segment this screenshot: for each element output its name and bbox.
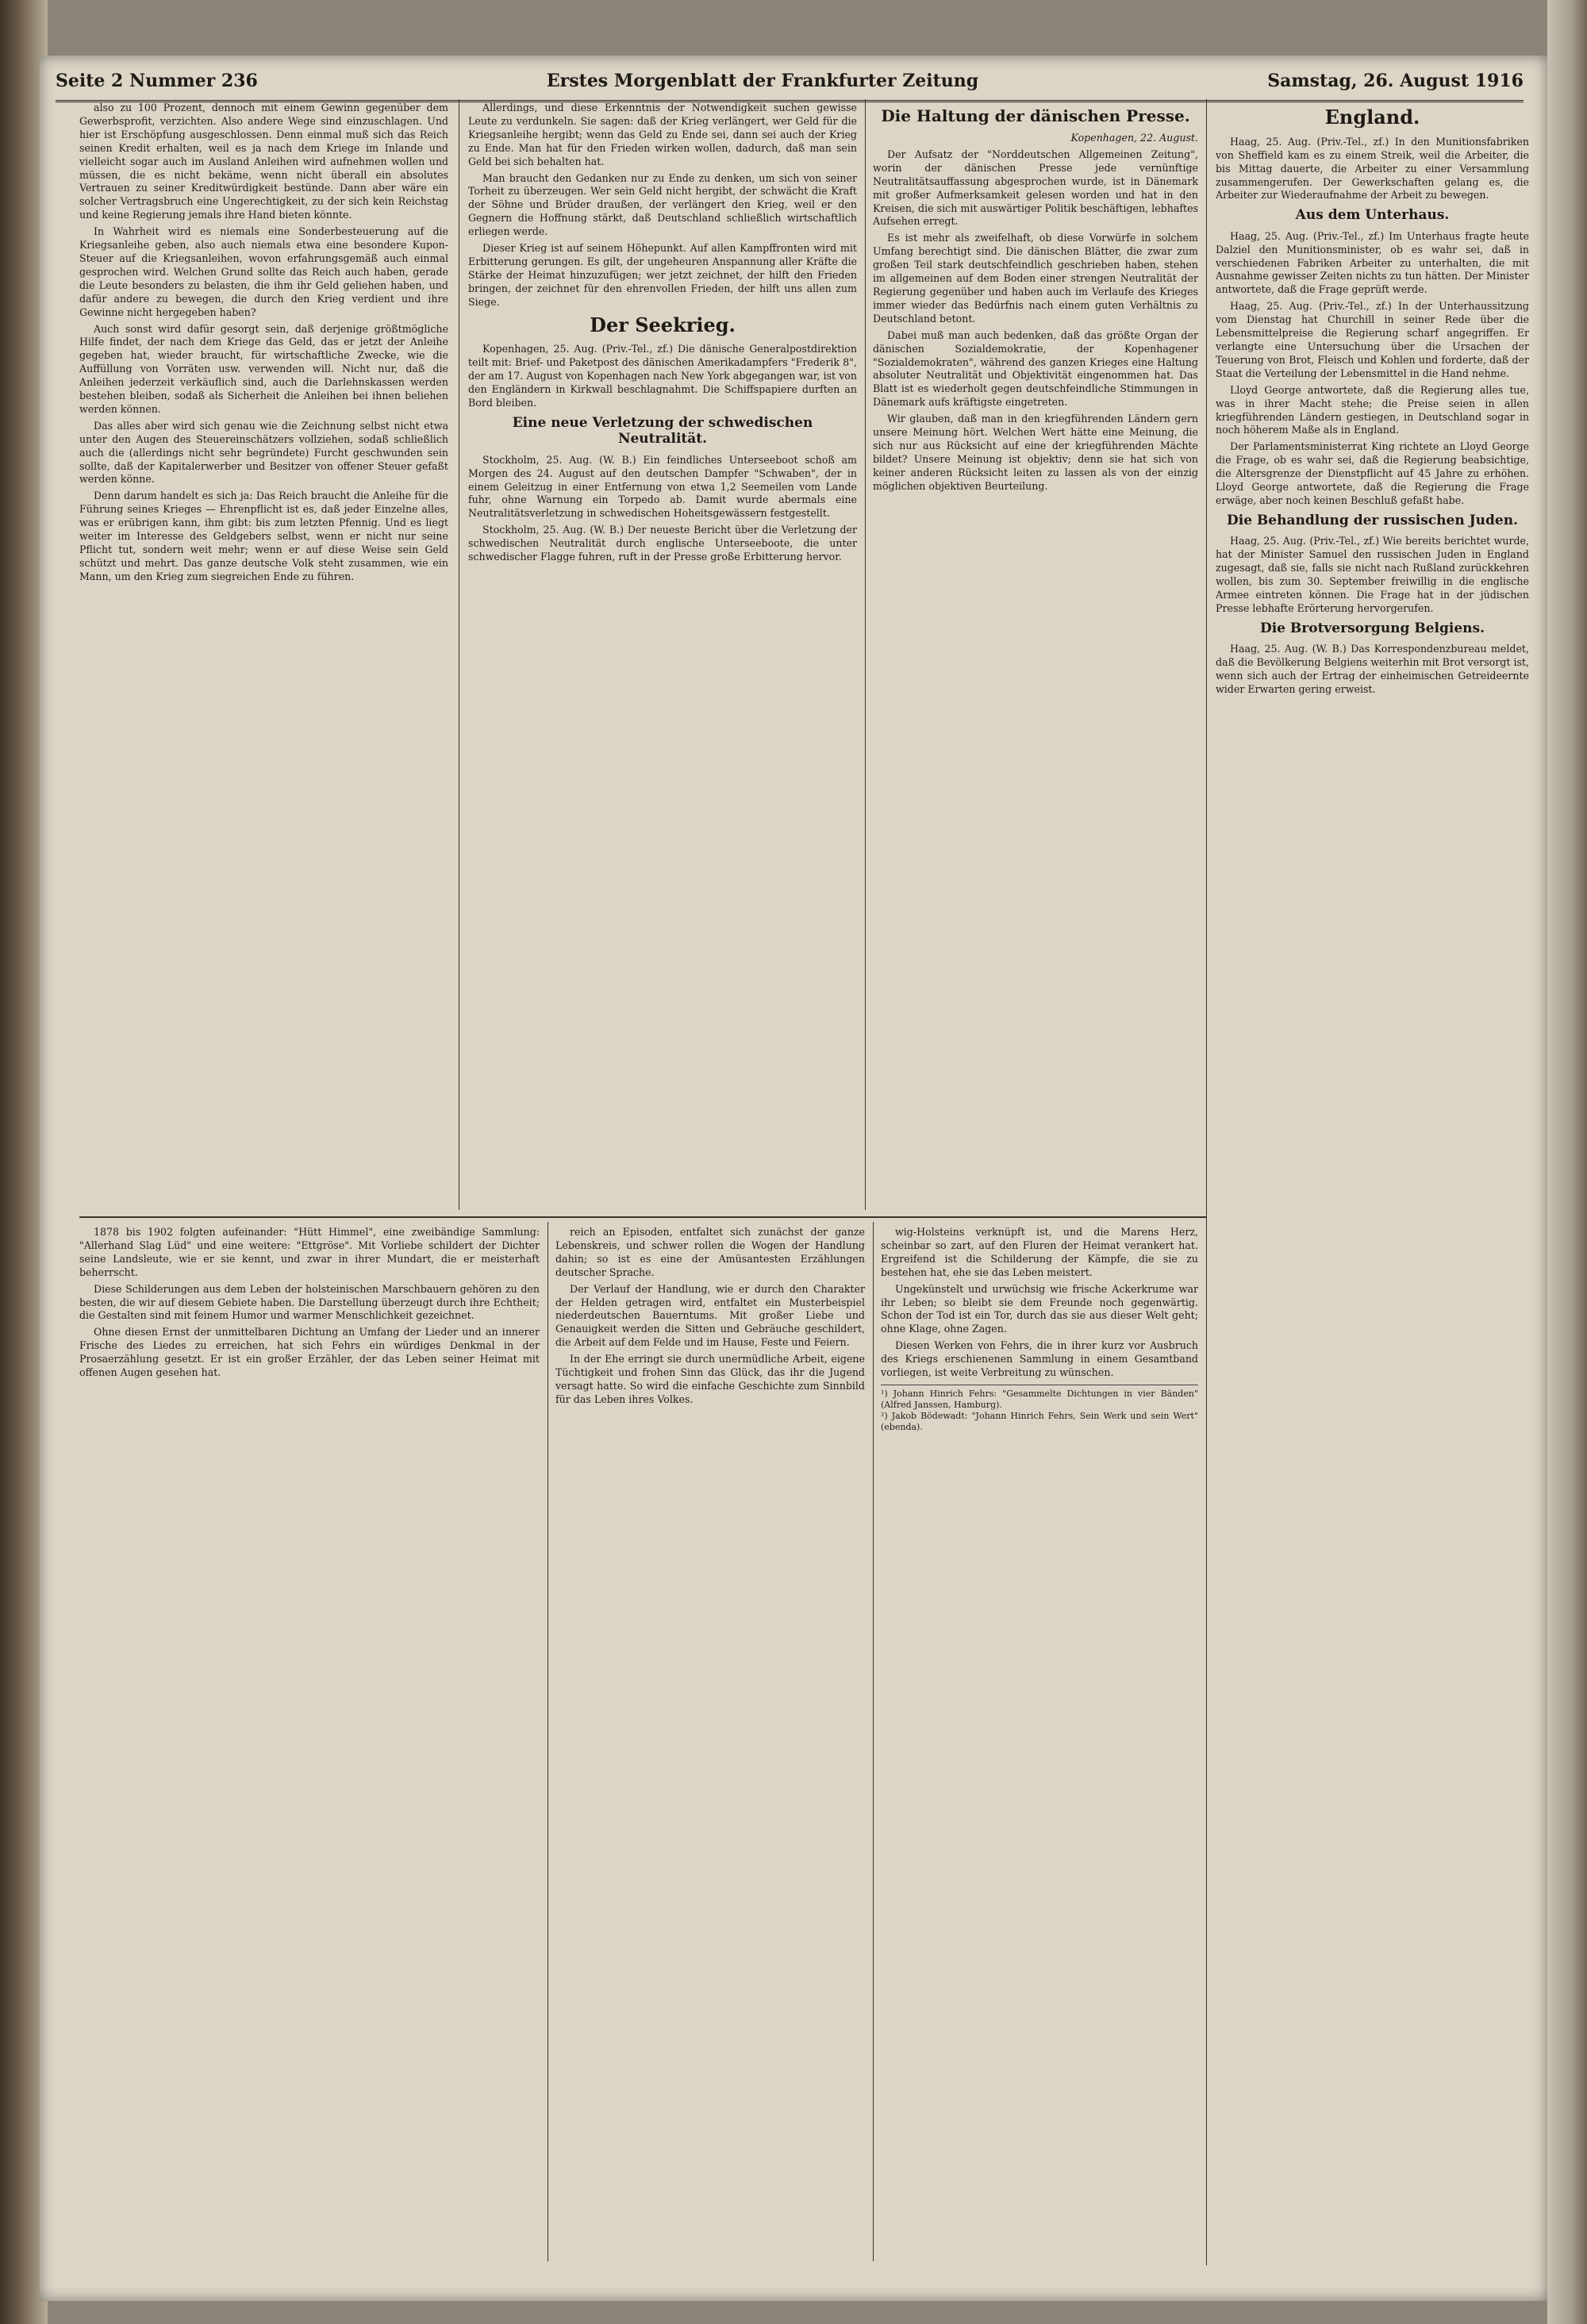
danish-press-headline: Die Haltung der dänischen Presse.	[881, 106, 1190, 125]
paragraph: In Wahrheit wird es niemals eine Sonderbesteuerung auf die Kriegsanleihe geben, also auch niemals etwa eine besondere Kupon-Steuer auf die Kriegsanleihen, wovon erfahrungsgemäß auch einmal gesprochen wird. Welchen Grund sollte das Reich auch haben, gerade die Leute besonders zu belasten, die ihm ihr Geld geliehen haben, und dafür andere zu bewegen, die durch den Krieg verdient und ihre Gewinne nicht hergegeben haben?	[79, 225, 448, 318]
paragraph: Der Aufsatz der "Norddeutschen Allgemeinen Zeitung", worin der dänischen Presse jede vernünftige Neutralitätsauffassung abgesprochen wurde, ist in Dänemark mit großer Aufmerksamkeit gelesen worden und hat in den Kreisen, die sich mit auswärtiger Politik beschäftigen, lebhaftes Aufsehen erregt.	[873, 148, 1198, 228]
unterhaus-subheadline: Aus dem Unterhaus.	[1295, 207, 1450, 224]
adjacent-page-edge	[1547, 0, 1587, 2324]
paragraph: Es ist mehr als zweifelhaft, ob diese Vorwürfe in solchem Umfang berechtigt sind. Die dänischen Blätter, die zwar zum großen Teil stark deutschfeindlich geschrieben haben, stehen im allgemeinen auf dem Boden einer strengen Neutralität der Regierung gegenüber und haben auch im Verlaufe des Krieges immer wieder das Bedürfnis nach einem guten Verhältnis zu Deutschland betont.	[873, 232, 1198, 325]
footnote: ¹) Johann Hinrich Fehrs: "Gesammelte Dichtungen in vier Bänden" (Alfred Janssen, Hamburg).	[881, 1388, 1198, 1410]
column-rule	[1206, 99, 1207, 2265]
paragraph: wig-Holsteins verknüpft ist, und die Marens Herz, scheinbar so zart, auf den Fluren der Heimat verankert hat. Ergreifend ist die Schilderung der Kämpfe, die sie zu bestehen hat, ehe sie das Leben meistert.	[881, 1226, 1198, 1278]
page-header	[56, 67, 1524, 102]
paragraph: Kopenhagen, 25. Aug. (Priv.-Tel., zf.) Die dänische Generalpostdirektion teilt mit: Brief- und Paketpost des dänischen Amerikadampfers "Frederik 8", der am 17. August von Kopenhagen nach New York abgegangen war, ist von den Engländern in Kirkwall beschlagnahmt. Die Schiffspapiere durften an Bord bleiben.	[468, 343, 857, 409]
footnote: ²) Jakob Bödewadt: "Johann Hinrich Fehrs, Sein Werk und sein Wert" (ebenda).	[881, 1410, 1198, 1432]
neutrality-subheadline: Eine neue Verletzung der schwedischen Neutralität.	[512, 414, 813, 448]
belgium-subheadline: Die Brotversorgung Belgiens.	[1259, 620, 1485, 636]
paragraph: Man braucht den Gedanken nur zu Ende zu denken, um sich von seiner Torheit zu überzeugen. Wer sein Geld nicht hergibt, der schwächt die Kraft der Söhne und Brüder draußen, der verlängert den Krieg, weil er den Gegnern die Hoffnung stärkt, daß Deutschland schließlich wirtschaftlich erliegen werde.	[468, 171, 857, 238]
paragraph: Auch sonst wird dafür gesorgt sein, daß derjenige größtmögliche Hilfe findet, der nach dem Kriege das Geld, das er jetzt der Anleihe gegeben hat, wieder braucht, für wirtschaftliche Zwecke, wie die Auffüllung von Vorräten usw. verwenden will. Nicht nur, daß die Anleihen jederzeit verkäuflich sind, auch die Darlehnskassen werden bestehen bleiben, sodaß als Sicherheit die Anleihen bei ihnen beliehen werden können.	[79, 322, 448, 415]
feuilleton-column-1	[79, 1226, 540, 2257]
paragraph: Lloyd George antwortete, daß die Regierung alles tue, was in ihrer Macht stehe; die Preise seien in allen kriegführenden Ländern gestiegen, in Deutschland sogar in noch höherem Maße als in England.	[1216, 383, 1529, 436]
paragraph: reich an Episoden, entfaltet sich zunächst der ganze Lebenskreis, und schwer rollen die Wogen der Handlung dahin; so ist es eine der Amüsantesten Erzählungen deutscher Sprache.	[555, 1226, 865, 1278]
england-headline: England.	[1324, 106, 1420, 129]
column-3	[873, 102, 1198, 1208]
paragraph: Der Parlamentsministerrat King richtete an Lloyd George die Frage, ob es wahr sei, daß die Regierung beabsichtige, die Altersgrenze der Dienstpflicht auf 45 Jahre zu erhöhen. Lloyd George antwortete, daß die Regierung die Frage erwäge, aber noch keinen Beschluß gefaßt habe.	[1216, 440, 1529, 506]
paragraph: Ohne diesen Ernst der unmittelbaren Dichtung an Umfang der Lieder und an innerer Frische des Liedes zu erreichen, hat sich Fehrs ein würdiges Denkmal in der Prosaerzählung gesetzt. Er ist ein großer Erzähler, der das Leben seiner Heimat mit offenen Augen gesehen hat.	[79, 1326, 540, 1379]
column-1	[79, 102, 448, 1208]
paragraph: also zu 100 Prozent, dennoch mit einem Gewinn gegenüber dem Gewerbsprofit, verzichten. Also andere Wege sind einzuschlagen. Und hier ist Erschöpfung ausgeschlossen. Denn einmal muß sich das Reich seinen Kredit erhalten, weil es ja nach dem Kriege im Inlande und vielleicht sogar auch im Ausland Anleihen wird aufnehmen wollen und müssen, die es nicht bekäme, wenn nicht überall ein absolutes Vertrauen zu seiner Kreditwürdigkeit bestünde. Dann aber wäre ein solcher Vertragsbruch eine Ungerechtigkeit, zu der sich kein Reichstag und keine Regierung jemals ihre Hand bieten könnte.	[79, 102, 448, 221]
paragraph: Stockholm, 25. Aug. (W. B.) Der neueste Bericht über die Verletzung der schwedischen Neutralität durch englische Unterseeboote, die unter schwedischer Flagge fuhren, ruft in der Presse große Erbitterung hervor.	[468, 524, 857, 563]
footnotes	[881, 1385, 1198, 1433]
feuilleton-column-3	[881, 1226, 1198, 2257]
paragraph: 1878 bis 1902 folgten aufeinander: "Hütt Himmel", eine zweibändige Sammlung: "Allerhand Slag Lüd" und eine weitere: "Ettgröse". Mit Vorliebe schildert der Dichter seine Landsleute, wie er sie kennt, und zwar in ihrer Mundart, die er meisterhaft beherrscht.	[79, 1226, 540, 1278]
column-2	[468, 102, 857, 1208]
column-rule	[865, 99, 866, 1210]
paragraph: Der Verlauf der Handlung, wie er durch den Charakter der Helden getragen wird, entfaltet ein Musterbeispiel niederdeutschen Bauerntums. Mit großer Liebe und Genauigkeit werden die Sitten und Gebräuche geschildert, die Arbeit auf dem Felde und im Hause, Feste und Feiern.	[555, 1282, 865, 1349]
paragraph: Diesen Werken von Fehrs, die in ihrer kurz vor Ausbruch des Kriegs erschienenen Sammlung in einem Gesamtband vorliegen, ist weite Verbreitung zu wünschen.	[881, 1339, 1198, 1379]
paragraph: Haag, 25. Aug. (W. B.) Das Korrespondenzbureau meldet, daß die Bevölkerung Belgiens weiterhin mit Brot versorgt ist, wenn sich auch der Ertrag der einheimischen Getreideernte wider Erwarten gering erweist.	[1216, 643, 1529, 695]
feuilleton-column-2	[555, 1226, 865, 2257]
paragraph: Denn darum handelt es sich ja: Das Reich braucht die Anleihe für die Führung seines Krieges — Ehrenpflicht ist es, daß jeder Einzelne alles, was er erübrigen kann, ihm gibt: bis zum letzten Pfennig. Und es liegt weiter im Interesse des Geldgebers selbst, wenn er nicht nur seine Pflicht tut, sondern weit mehr; wenn er auf diese Weise sein Geld schützt und mehrt. Das ganze deutsche Volk steht zusammen, wie ein Mann, um den Krieg zum siegreichen Ende zu führen.	[79, 490, 448, 582]
column-rule	[873, 1222, 874, 2261]
paragraph: Diese Schilderungen aus dem Leben der holsteinischen Marschbauern gehören zu den besten, die wir auf diesem Gebiete haben. Die Darstellung überzeugt durch ihre Echtheit; die Gestalten sind mit feinem Humor und warmer Menschlichkeit gezeichnet.	[79, 1282, 540, 1322]
paragraph: In der Ehe erringt sie durch unermüdliche Arbeit, eigene Tüchtigkeit und frohen Sinn das Glück, das ihr die Jugend versagt hatte. So wird die einfache Geschichte zum Sinnbild für das Leben ihres Volkes.	[555, 1353, 865, 1405]
column-4	[1216, 102, 1529, 2260]
russian-jews-subheadline: Die Behandlung der russischen Juden.	[1227, 512, 1518, 528]
paragraph: Haag, 25. Aug. (Priv.-Tel., zf.) In der Unterhaussitzung vom Dienstag hat Churchill in seiner Rede über die Lebensmittelpreise die Regierung scharf angegriffen. Er verlangte eine Untersuchung über die Ursachen der Teuerung von Brot, Fleisch und Kohlen und forderte, daß der Staat die Verteilung der Lebensmittel in die Hand nehme.	[1216, 300, 1529, 379]
paragraph: Ungekünstelt und urwüchsig wie frische Ackerkrume war ihr Leben; so bleibt sie dem Freunde noch gegenwärtig. Schon der Tod ist ein Tor, durch das sie aus dieser Welt geht; ohne Klage, ohne Zagen.	[881, 1282, 1198, 1335]
paragraph: Haag, 25. Aug. (Priv.-Tel., zf.) Im Unterhaus fragte heute Dalziel den Munitionsminister, ob es wahr sei, daß in verschiedenen Fabriken Arbeiter zu unterhalten, die mit Ausnahme gewisser Zeiten nichts zu tun hätten. Der Minister antwortete, daß die Frage geprüft werde.	[1216, 229, 1529, 296]
paragraph: Stockholm, 25. Aug. (W. B.) Ein feindliches Unterseeboot schoß am Morgen des 24. August auf den deutschen Dampfer "Schwaben", der in einem Geleitzug in einer Entfernung von etwa 1,2 Seemeilen vom Lande fuhr, ohne Warnung ein Torpedo ab. Damit wurde abermals eine Neutralitätsverletzung in schwedischen Hoheitsgewässern festgestellt.	[468, 453, 857, 520]
paragraph: Haag, 25. Aug. (Priv.-Tel., zf.) In den Munitionsfabriken von Sheffield kam es zu einem Streik, weil die Arbeiter, die bis Mittag dauerte, die Arbeiter zu einer Versammlung zusammengerufen. Der Gewerkschaften gelang es, die Arbeiter zur Wiederaufnahme der Arbeit zu bewegen.	[1216, 135, 1529, 202]
paragraph: Haag, 25. Aug. (Priv.-Tel., zf.) Wie bereits berichtet wurde, hat der Minister Samuel den russischen Juden in England zugesagt, daß sie, falls sie nicht nach Rußland zurückkehren wollen, bis zum 30. September freiwillig in die englische Armee eintreten können. Die Frage hat in der jüdischen Presse lebhafte Erörterung hervorgerufen.	[1216, 535, 1529, 614]
header-page-number: Seite 2 Nummer 236	[56, 71, 258, 91]
paragraph: Wir glauben, daß man in den kriegführenden Ländern gern unsere Meinung hört. Welchen Wert hätte eine Meinung, die sich nur aus Rücksicht auf eine der kriegführenden Mächte bildet? Unsere Meinung ist objektiv; denn sie hat sich von keiner anderen Rücksicht leiten zu lassen als von der einzig möglichen objektiven Beurteilung.	[873, 413, 1198, 492]
seekrieg-headline: Der Seekrieg.	[590, 313, 736, 336]
paragraph: Das alles aber wird sich genau wie die Zeichnung selbst nicht etwa unter den Augen des Steuereinschätzers vollziehen, sodaß schließlich auch die (allerdings nicht sehr begründete) Furcht geschwunden sein sollte, daß der Kapitalerwerber und Besitzer von offener Steuer gefaßt werden könne.	[79, 419, 448, 486]
paragraph: Dieser Krieg ist auf seinem Höhepunkt. Auf allen Kampffronten wird mit Erbitterung gerungen. Es gilt, der ungeheuren Anspannung aller Kräfte die Stärke der Heimat hinzuzufügen; wer jetzt zeichnet, der hilft den Frieden bringen, der zeichnet für den ehrenvollen Frieden, der hilft uns allen zum Siege.	[468, 242, 857, 308]
header-masthead: Erstes Morgenblatt der Frankfurter Zeitung	[546, 71, 979, 91]
dateline: Kopenhagen, 22. August.	[1070, 132, 1198, 144]
feuilleton-rule	[79, 1216, 1206, 1218]
paragraph: Allerdings, und diese Erkenntnis der Notwendigkeit suchen gewisse Leute zu verdunkeln. Sie sagen: daß der Krieg verlängert, wer Geld für die Kriegsanleihe hergibt; wenn das Geld zu Ende sei, dann sei auch der Krieg zu Ende. Man hat für den Frieden wirken wollen, dadurch, daß man sein Geld bei sich behalten hat.	[468, 102, 857, 167]
paragraph: Dabei muß man auch bedenken, daß das größte Organ der dänischen Sozialdemokratie, der Kopenhagener "Sozialdemokraten", während des ganzen Krieges eine Haltung absoluter Neutralität und Objektivität eingenommen hat. Das Blatt ist es wiederholt gegen deutschfeindliche Stimmungen in Dänemark aufs kräftigste eingetreten.	[873, 328, 1198, 409]
header-date: Samstag, 26. August 1916	[1267, 71, 1524, 91]
